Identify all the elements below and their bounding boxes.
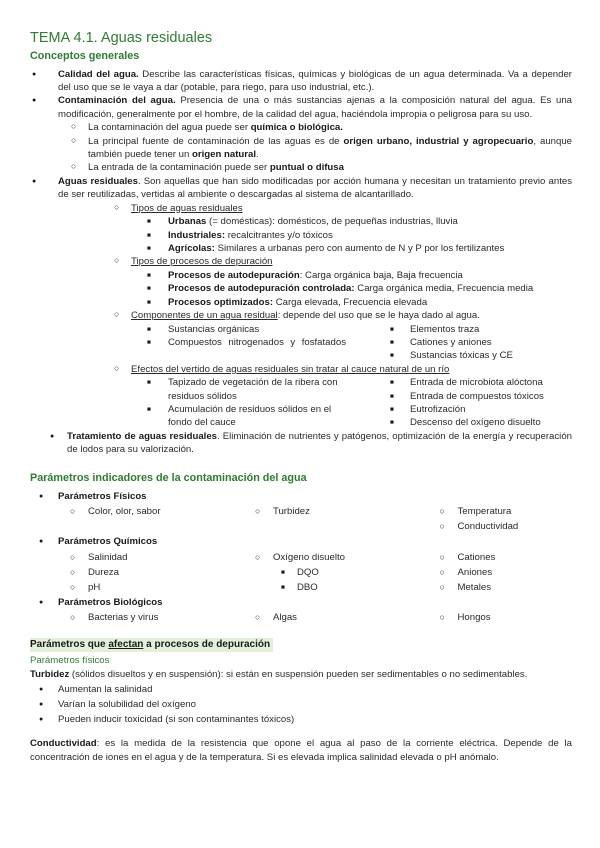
text-c2c: , aunque también puede tener un — [88, 135, 572, 161]
term-controlada: Procesos de autodepuración controlada: — [168, 283, 355, 295]
param-item: ■ DQO — [253, 565, 438, 580]
heading-biologicos — [30, 595, 572, 610]
text-agricolas: Similares a urbanas pero con aumento de N y P por los fertilizantes — [214, 242, 505, 254]
term-optimizados: Procesos optimizados: — [168, 296, 274, 308]
term-contaminacion: Contaminación del agua. — [58, 95, 176, 107]
paragraph-turbidez — [30, 668, 572, 681]
row-biologicos — [30, 610, 572, 625]
list-item-comp: ■ Sustancias tóxicas y CE — [378, 349, 513, 362]
param-item: ○ Oxígeno disuelto — [253, 550, 438, 565]
list-item-agricolas — [30, 242, 572, 255]
term-urbanas: Urbanas — [168, 216, 207, 228]
term-calidad: Calidad del agua. — [58, 68, 139, 80]
term-c2d: origen natural — [192, 149, 256, 161]
term-turbidez: Turbidez — [30, 669, 70, 681]
efectos-col-left — [30, 376, 378, 430]
text-tratamiento: . Eliminación de nutrientes y patógenos, optimización de la energía y recuperación de lodos para su valorización. — [67, 430, 572, 456]
param-item: ■ DBO — [253, 580, 438, 595]
param-item: ○ Bacterias y virus — [30, 610, 253, 625]
componentes-col-right — [378, 323, 513, 363]
text-turbidez: (sólidos disueltos y en suspensión): si están en suspensión pueden ser sedimentables o no sedimentables. — [69, 669, 528, 681]
list-item-efecto: ■ Tapizado de vegetación de la ribera con residuos sólidos — [30, 376, 340, 403]
list-subitem-fuente — [30, 135, 572, 162]
subheading-depuracion — [30, 255, 572, 268]
list-item-turbidez: ● Pueden inducir toxicidad (si son contaminantes tóxicos) — [30, 712, 572, 727]
param-item: ○ Dureza — [30, 565, 253, 580]
list-item-efecto: ■ Entrada de compuestos tóxicos — [378, 390, 544, 403]
componentes-col-left — [30, 323, 378, 363]
componentes-grid — [30, 323, 572, 363]
text-afectan-c: a procesos de depuración — [143, 638, 271, 650]
efectos-grid — [30, 376, 572, 430]
list-subitem-entrada — [30, 161, 572, 174]
list-item-efecto: ■ Acumulación de residuos sólidos en el fondo del cauce — [30, 403, 340, 430]
section-heading-afectan — [30, 638, 273, 652]
param-item: ○ Hongos — [437, 610, 572, 625]
list-item-industriales — [30, 229, 572, 242]
text-controlada: Carga orgánica media, Frecuencia media — [354, 283, 534, 295]
heading-quimicos — [30, 534, 572, 549]
term-c1: química o biológica. — [250, 122, 343, 134]
heading-fisicos — [30, 489, 572, 504]
list-item-turbidez: ● Aumentan la salinidad — [30, 682, 572, 697]
term-c3: puntual o difusa — [269, 162, 344, 174]
term-fisicos: Parámetros Físicos — [58, 490, 147, 502]
param-item: ○ Aniones — [437, 565, 572, 580]
param-item: ○ Algas — [253, 610, 438, 625]
row-quimicos — [30, 550, 572, 596]
term-biologicos: Parámetros Biológicos — [58, 597, 163, 609]
param-item: ○ Cationes — [437, 550, 572, 565]
subheading-efectos — [30, 363, 572, 376]
term-quimicos: Parámetros Químicos — [58, 536, 158, 548]
param-item: ○ Color, olor, sabor — [30, 504, 253, 519]
text-calidad: Describe las características físicas, químicas y biológicas de un agua determinada. Va a depender del uso que se le vaya a dar (potable, para riego, para uso industrial, etc.). — [58, 68, 572, 93]
text-urbanas: (= domésticas): domésticos, de pequeñas industrias, lluvia — [206, 216, 458, 228]
list-item-autodep-controlada — [30, 282, 572, 295]
param-item: ○ pH — [30, 580, 253, 595]
list-item-comp — [30, 336, 360, 349]
text-efectos: Efectos del vertido de aguas residuales sin tratar al cauce natural de un río — [131, 363, 450, 375]
text-comp-nitro: Compuestos nitrogenados y fosfatados — [168, 336, 346, 348]
term-industriales: Industriales: — [168, 229, 226, 241]
text-depuracion: Tipos de procesos de depuración — [131, 256, 273, 268]
text-c2a: La principal fuente de contaminación de las aguas es de — [88, 135, 344, 147]
list-item-efecto: ■ Descenso del oxígeno disuelto — [378, 416, 544, 429]
term-c2b: origen urbano, industrial y agropecuario — [343, 135, 534, 147]
text-industriales: recalcitrantes y/o tóxicos — [225, 229, 333, 241]
text-componentes: : depende del uso que se le haya dado al agua. — [277, 310, 480, 322]
list-subitem-quimica — [30, 121, 572, 134]
list-item-turbidez: ● Varían la solubilidad del oxígeno — [30, 697, 572, 712]
list-item-efecto: ■ Eutrofización — [378, 403, 544, 416]
term-aguas-residuales: Aguas residuales — [58, 175, 138, 187]
term-tratamiento: Tratamiento de aguas residuales — [67, 430, 218, 442]
term-conductividad: Conductividad — [30, 738, 97, 750]
text-conductividad: : es la medida de la resistencia que opone el agua al paso de la corriente eléctrica. Depende de la concentración de iones en el agua y de la temperatura. Si es elevada implica salinidad elevada o pH anómalo. — [30, 738, 572, 763]
list-item-aguas-residuales — [30, 175, 572, 202]
list-item-autodepuracion — [30, 269, 572, 282]
list-item-comp: ■ Elementos traza — [378, 323, 513, 336]
term-agricolas: Agrícolas: — [168, 242, 215, 254]
text-tipos: Tipos de aguas residuales — [131, 202, 243, 214]
paragraph-conductividad — [30, 737, 572, 764]
param-item: ○ Salinidad — [30, 550, 253, 565]
list-item-comp: ■ Cationes y aniones — [378, 336, 513, 349]
term-autodepuracion: Procesos de autodepuración — [168, 269, 300, 281]
list-item-calidad — [30, 68, 572, 95]
page-title: TEMA 4.1. Aguas residuales — [30, 30, 213, 46]
text-optimizados: Carga elevada, Frecuencia elevada — [273, 296, 428, 308]
efectos-col-right — [378, 376, 544, 430]
text-componentes-h: Componentes de un agua residual — [131, 310, 278, 322]
text-autodepuracion: : Carga orgánica baja, Baja frecuencia — [299, 269, 463, 281]
row-fisicos — [30, 504, 572, 534]
text-afectan-a: Parámetros que — [30, 638, 109, 650]
text-c3: La entrada de la contaminación puede ser — [88, 162, 270, 174]
param-item: ○ Conductividad — [437, 519, 572, 534]
text-afectan-b: afectan — [108, 638, 144, 650]
section-heading-conceptos: Conceptos generales — [30, 50, 140, 63]
section-heading-parametros: Parámetros indicadores de la contaminación del agua — [30, 471, 307, 484]
list-item-comp: ■ Sustancias orgánicas — [30, 323, 378, 336]
text-c1: La contaminación del agua puede ser — [88, 122, 251, 134]
subheading-componentes — [30, 309, 572, 322]
list-item-tratamiento — [30, 430, 572, 457]
subheading-tipos — [30, 202, 572, 215]
list-item-urbanas — [30, 215, 572, 228]
list-item-contaminacion — [30, 94, 572, 121]
param-item: ○ Temperatura — [437, 504, 572, 519]
list-item-optimizados — [30, 296, 572, 309]
list-item-efecto: ■ Entrada de microbiota alóctona — [378, 376, 544, 389]
text-aguas-residuales: . Son aquellas que han sido modificadas por acción humana y necesitan un tratamiento previo antes de ser reutilizadas, vertidas al ambiente o descargadas al sistema de alcantarillado. — [58, 175, 573, 201]
text-contaminacion: Presencia de una o más sustancias ajenas a la composición natural del agua. Es una modificación, generalmente por el hombre, de la calidad del agua, haciéndola impropia o peligrosa para su uso. — [58, 95, 572, 120]
param-item: ○ Turbidez — [253, 504, 438, 519]
text-c2e: . — [255, 149, 259, 161]
subheading-parametros-fisicos: Parámetros físicos — [30, 654, 110, 666]
param-item: ○ Metales — [437, 580, 572, 595]
